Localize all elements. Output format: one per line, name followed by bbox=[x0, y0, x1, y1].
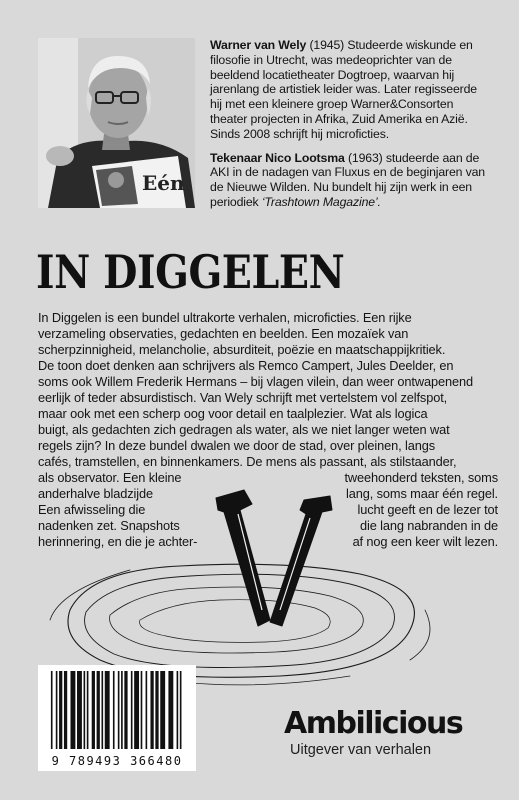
barcode-bar bbox=[56, 671, 58, 749]
barcode-bar bbox=[146, 671, 148, 749]
barcode-bar bbox=[92, 671, 95, 749]
barcode-bar bbox=[87, 671, 89, 749]
barcode-bar bbox=[177, 671, 179, 749]
barcode-bar bbox=[101, 671, 103, 749]
book-title: IN DIGGELEN bbox=[36, 245, 345, 299]
blurb-split-left: herinnering, en die je achter- bbox=[38, 534, 198, 549]
barcode-bar bbox=[180, 671, 182, 749]
barcode-bar bbox=[84, 671, 86, 749]
barcode-bar bbox=[70, 671, 75, 749]
barcode-bar bbox=[51, 671, 53, 749]
barcode-bar bbox=[64, 671, 67, 749]
blurb-split-right: die lang nabranden in de bbox=[359, 518, 498, 533]
isbn-number: 9 789493 366480 bbox=[51, 754, 183, 768]
blurb-split-right: lucht geeft en de lezer tot bbox=[357, 502, 498, 517]
publisher-tagline: Uitgever van verhalen bbox=[290, 742, 432, 758]
blurb-line: buigt, als gedachten zich gedragen als water, als we niet langer weten wat bbox=[38, 422, 450, 437]
publisher-name: Ambilicious bbox=[284, 706, 463, 741]
barcode-bar bbox=[134, 671, 139, 749]
blurb-line: De toon doet denken aan schrijvers als Remco Campert, Jules Deelder, en bbox=[38, 358, 454, 373]
blurb-line: scherpzinnigheid, melancholie, absurditeit, poëzie en maatschappijkritiek. bbox=[38, 342, 446, 357]
barcode-bar bbox=[168, 671, 173, 749]
author-bio bbox=[210, 38, 490, 142]
barcode-bar bbox=[155, 671, 158, 749]
blurb-line: eerlijk of teder absurdistisch. Van Wely schrijft met vertelstem vol zelfspot, bbox=[38, 390, 448, 405]
author-photo bbox=[38, 38, 195, 208]
illustrator-bio-text: (1963) studeerde aan de AKI in de nadagen van Fluxus en de beginjaren van de Nieuwe Wilden. Nu bundelt hij zijn werk in een periodiek bbox=[210, 150, 485, 209]
illustrator-bio bbox=[210, 151, 490, 210]
book-title-in-photo: Eén bbox=[142, 171, 185, 195]
barcode-bar bbox=[97, 671, 100, 749]
blurb-split-right: af nog een keer wilt lezen. bbox=[352, 534, 498, 549]
bio-section bbox=[210, 38, 490, 219]
barcode-bar bbox=[160, 671, 165, 749]
blurb-split-left: nadenken zet. Snapshots bbox=[38, 518, 180, 533]
blurb-split-left: Een afwisseling die bbox=[38, 502, 146, 517]
blurb-line: soms ook Willem Frederik Hermans – bij vlagen vilein, dan weer ontwapenend bbox=[38, 374, 473, 389]
barcode-bar bbox=[124, 671, 127, 749]
blurb-line: regels zijn? In deze bundel dwalen we door de stad, over pleinen, langs bbox=[38, 438, 435, 453]
author-name: Warner van Wely bbox=[210, 38, 307, 52]
blurb-line: verzameling observaties, gedachten en beelden. Een mozaïek van bbox=[38, 326, 409, 341]
magazine-name: ‘Trashtown Magazine’. bbox=[261, 194, 381, 209]
blurb-split-left: als observator. Een kleine bbox=[38, 470, 182, 485]
blurb-line: maar ook met een scherp oog voor detail en taalplezier. Wat als logica bbox=[38, 406, 428, 421]
barcode-bar bbox=[113, 671, 115, 749]
blurb-line: In Diggelen is een bundel ultrakorte verhalen, microficties. Een rijke bbox=[38, 310, 412, 325]
blurb-split-right: lang, soms maar één regel. bbox=[346, 486, 498, 501]
illustrator-name: Tekenaar Nico Lootsma bbox=[210, 150, 345, 165]
blurb-split-left: anderhalve bladzijde bbox=[38, 486, 153, 501]
barcode-bar bbox=[118, 671, 120, 749]
publisher-logo bbox=[284, 708, 462, 758]
author-bio-text: (1945) Studeerde wiskunde en filosofie in Utrecht, was medeoprichter van de beeldend locatietheater Dogtroep, waarvan hij jarenlang de artistiek leider was. Later regisseerde hij met een kleinere groep Warner&Consorten theater projecten in Afrika, Zuid Amerika en Azië. Sinds 2008 schrijft hij microficties. bbox=[210, 38, 477, 141]
barcode-bar bbox=[141, 671, 143, 749]
barcode-bar bbox=[77, 671, 82, 749]
barcode-bars bbox=[46, 671, 188, 749]
barcode-bar bbox=[59, 671, 62, 749]
isbn-barcode bbox=[38, 665, 196, 771]
barcode-bar bbox=[121, 671, 123, 749]
barcode-bar bbox=[131, 671, 133, 749]
barcode-bar bbox=[105, 671, 110, 749]
barcode-bar bbox=[150, 671, 153, 749]
blurb-split-right: tweehonderd teksten, soms bbox=[344, 470, 498, 485]
blurb-line: cafés, tramstellen, en binnenkamers. De mens als passant, als stilstaander, bbox=[38, 454, 457, 469]
